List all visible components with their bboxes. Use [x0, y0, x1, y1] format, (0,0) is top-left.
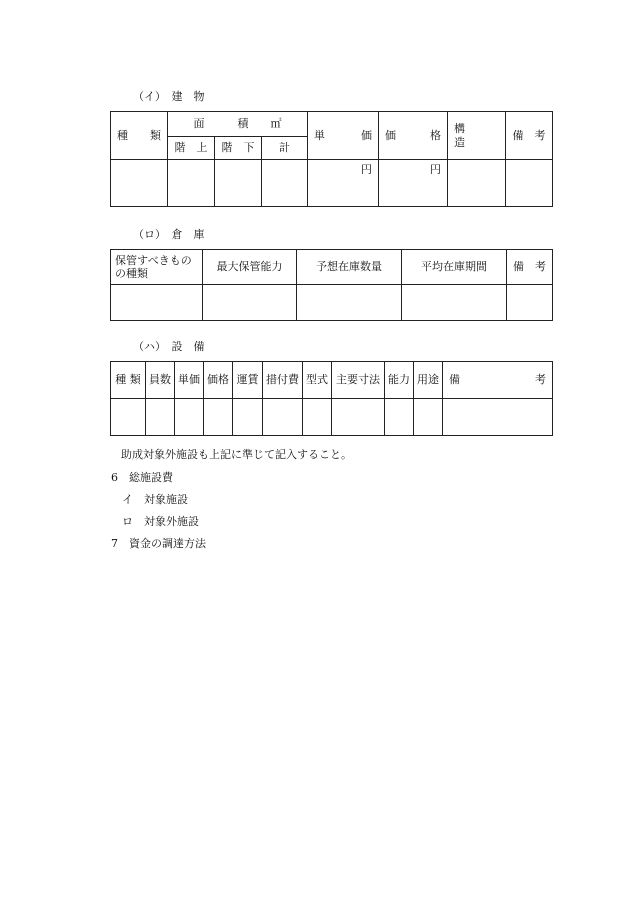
- header-install: 措付費: [263, 362, 303, 399]
- warehouse-table: [110, 249, 553, 321]
- header-avg-period: 平均在庫期間: [402, 250, 507, 285]
- header-expected-qty: 予想在庫数量: [297, 250, 402, 285]
- header-remarks: 備 考: [507, 250, 553, 285]
- section-ro-heading: （ロ） 倉 庫: [133, 228, 205, 241]
- item-6b-non-target-facilities: ロ 対象外施設: [122, 515, 199, 528]
- cell-price[interactable]: 円: [379, 160, 448, 207]
- cell-area-upper[interactable]: [168, 160, 215, 207]
- header-area-upper: 階 上: [168, 137, 215, 160]
- cell-remarks[interactable]: [507, 285, 553, 321]
- cell-unit-price[interactable]: [175, 399, 204, 436]
- cell-price[interactable]: [204, 399, 233, 436]
- cell-remarks[interactable]: [506, 160, 553, 207]
- header-items: [111, 250, 203, 285]
- header-price: 価 格: [379, 112, 448, 160]
- header-structure: 構 造: [448, 112, 506, 160]
- cell-freight[interactable]: [233, 399, 263, 436]
- cell-model[interactable]: [303, 399, 332, 436]
- cell-capacity[interactable]: [203, 285, 297, 321]
- header-remarks: 備 考: [443, 362, 553, 399]
- cell-expected-qty[interactable]: [297, 285, 402, 321]
- header-dimensions: 主要寸法: [332, 362, 385, 399]
- section-i-heading: （イ） 建 物: [133, 90, 205, 103]
- header-capacity: 能力: [385, 362, 414, 399]
- header-items-line2: の種類: [115, 267, 148, 280]
- cell-structure[interactable]: [448, 160, 506, 207]
- cell-area-lower[interactable]: [215, 160, 262, 207]
- header-area-total: 計: [262, 137, 308, 160]
- cell-kind[interactable]: [111, 160, 168, 207]
- cell-install[interactable]: [263, 399, 303, 436]
- header-area-lower: 階 下: [215, 137, 262, 160]
- header-unit-price: 単 価: [308, 112, 379, 160]
- header-price: 価格: [204, 362, 233, 399]
- item-6-total-cost: 6 総施設費: [111, 471, 173, 484]
- header-area: 面 積 ㎡: [168, 112, 308, 137]
- header-freight: 運賃: [233, 362, 263, 399]
- cell-remarks[interactable]: [443, 399, 553, 436]
- equipment-table: [110, 361, 553, 436]
- header-remarks: 備 考: [506, 112, 553, 160]
- cell-purpose[interactable]: [414, 399, 443, 436]
- cell-avg-period[interactable]: [402, 285, 507, 321]
- section-ha-heading: （ハ） 設 備: [133, 340, 205, 353]
- item-6a-target-facilities: イ 対象施設: [122, 493, 188, 506]
- header-purpose: 用途: [414, 362, 443, 399]
- header-kind: 種 類: [111, 362, 146, 399]
- header-model: 型式: [303, 362, 332, 399]
- cell-kind[interactable]: [111, 399, 146, 436]
- header-count: 員数: [146, 362, 175, 399]
- header-items-line1: 保管すべきもの: [115, 253, 192, 267]
- cell-count[interactable]: [146, 399, 175, 436]
- note-text: 助成対象外施設も上記に準じて記入すること。: [121, 448, 352, 461]
- header-unit-price: 単価: [175, 362, 204, 399]
- header-kind: 種 類: [111, 112, 168, 160]
- buildings-table: [110, 111, 553, 207]
- cell-unit-price[interactable]: 円: [308, 160, 379, 207]
- cell-dimensions[interactable]: [332, 399, 385, 436]
- item-7-funding-method: 7 資金の調達方法: [111, 537, 206, 550]
- cell-capacity[interactable]: [385, 399, 414, 436]
- cell-items[interactable]: [111, 285, 203, 321]
- header-capacity: 最大保管能力: [203, 250, 297, 285]
- cell-area-total[interactable]: [262, 160, 308, 207]
